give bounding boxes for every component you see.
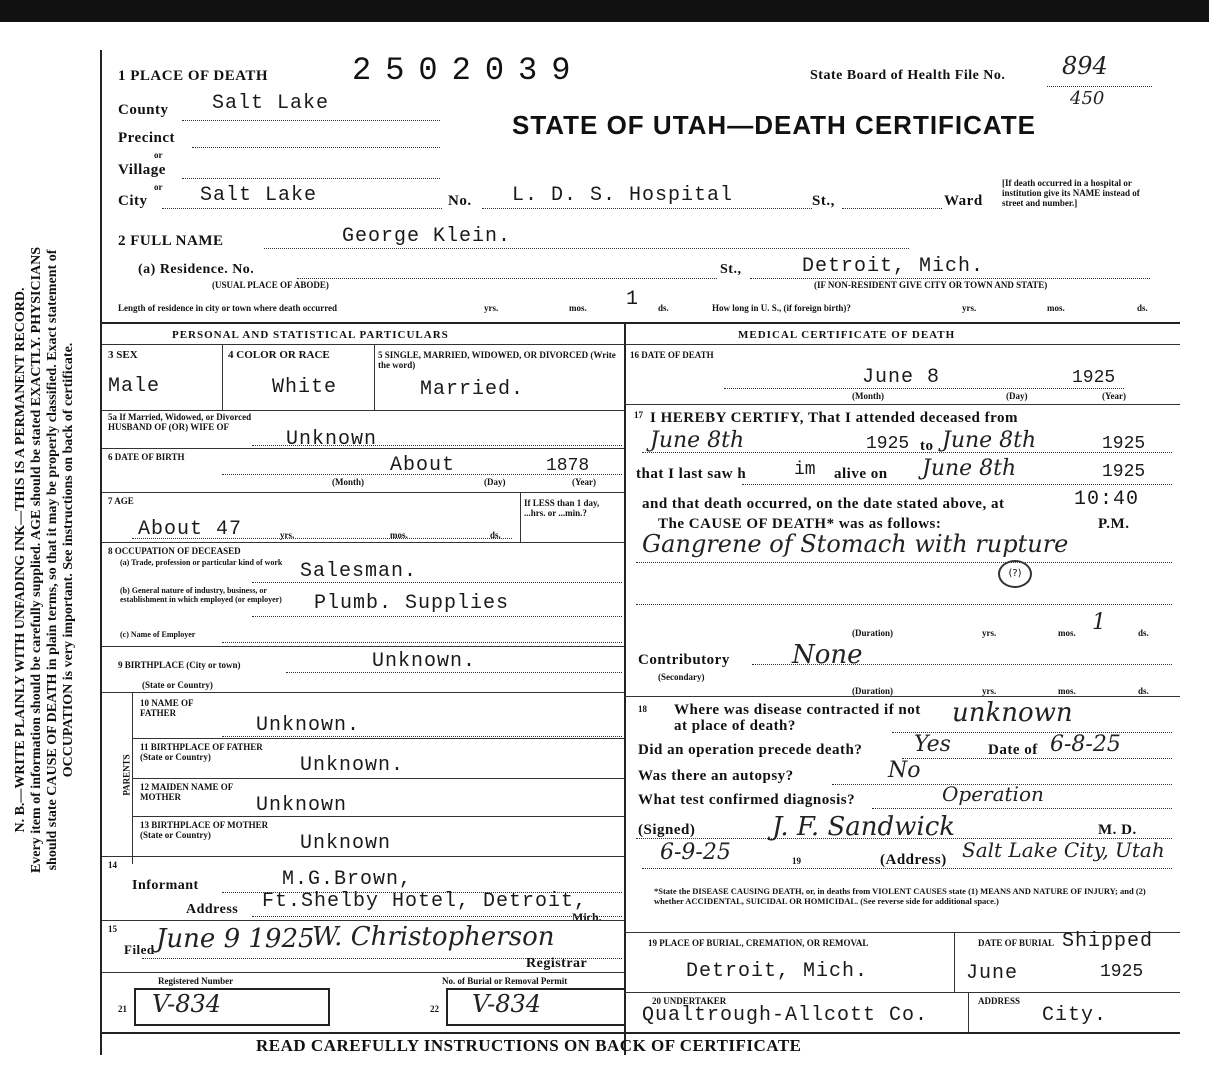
business-label: (b) General nature of industry, business, or establishment in which employed (or employer) [120, 586, 282, 604]
less-than-day-label: If LESS than 1 day, ...hrs. or ...min.? [524, 498, 600, 518]
cause-annotation: (?) [998, 560, 1032, 588]
us-yrs-label: yrs. [962, 303, 977, 313]
ward-note: [If death occurred in a hospital or institution give its NAME instead of street and number.] [1002, 178, 1140, 208]
mother-name-label: 12 MAIDEN NAME OF MOTHER [140, 782, 233, 802]
dob-value: About [390, 454, 456, 477]
county-label: County [118, 102, 169, 118]
city-label: City [118, 193, 148, 209]
informant-address-label: Address [186, 902, 239, 917]
registered-number-prefix: 21 [118, 1004, 127, 1014]
top-border [0, 0, 1209, 22]
sex-label: 3 SEX [108, 349, 138, 361]
test-label: What test confirmed diagnosis? [638, 792, 856, 808]
attend-to: June 8th [942, 428, 1037, 453]
certify-label: I HEREBY CERTIFY, That I attended deceased from [650, 410, 1019, 426]
death-time: 10:40 [1074, 488, 1140, 511]
op-date-label: Date of [988, 742, 1038, 758]
footer-instructions: READ CAREFULLY INSTRUCTIONS ON BACK OF CERTIFICATE [256, 1036, 802, 1055]
burial-permit-label: No. of Burial or Removal Permit [442, 976, 568, 986]
residence-value: Detroit, Mich. [802, 255, 985, 278]
certify-number: 17 [634, 410, 643, 420]
md-label: M. D. [1098, 822, 1137, 838]
filed-label: Filed [124, 942, 155, 957]
age-yrs-label: yrs. [280, 530, 295, 540]
residence-days-value: 1 [626, 288, 640, 311]
burial-date-label: DATE OF BURIAL [978, 938, 1055, 948]
alive-value: June 8th [922, 456, 1017, 481]
sidebar-line-1: N. B.—WRITE PLAINLY WITH UNFADING INK—THIS IS A PERMANENT RECORD. [13, 287, 28, 833]
yrs-label: yrs. [484, 303, 499, 313]
signed-date-19: 19 [792, 856, 801, 866]
registrar-label: Registrar [526, 956, 588, 971]
dod-month-caption: (Month) [852, 391, 884, 401]
sidebar-line-4: OCCUPATION is very important. See instructions on back of certificate. [61, 342, 76, 778]
signed-label: (Signed) [638, 822, 696, 838]
sex-value: Male [108, 375, 161, 398]
us-residence-label: How long in U. S., (if foreign birth)? [712, 303, 851, 313]
duration-value: 1 [1092, 610, 1106, 635]
sidebar-line-2: Every item of information should be carefully supplied. AGE should be stated EXACTLY. PHYSICIANS [29, 246, 44, 874]
secondary-label: (Secondary) [658, 672, 705, 682]
occurred-label: and that death occurred, on the date stated above, at [642, 496, 1005, 512]
dod-day-caption: (Day) [1006, 391, 1028, 401]
cause-label: The CAUSE OF DEATH* was as follows: [658, 516, 942, 532]
full-name-value: George Klein. [342, 225, 512, 248]
parents-label: PARENTS [121, 754, 132, 796]
dob-year: 1878 [546, 456, 590, 476]
informant-label: Informant [132, 878, 199, 893]
file-no-value: 894 [1062, 52, 1108, 80]
st-label: St., [812, 193, 835, 209]
mother-birthplace-value: Unknown [300, 832, 392, 855]
father-name-value: Unknown. [256, 714, 361, 737]
registered-number-value: V-834 [152, 990, 222, 1018]
burial-date-value: June [966, 962, 1019, 985]
signed-date: 6-9-25 [660, 840, 731, 865]
pm-label: P.M. [1098, 516, 1130, 532]
village-label: Village [118, 162, 166, 178]
race-value: White [272, 376, 338, 399]
contracted-value: unknown [952, 698, 1073, 728]
employer-label: (c) Name of Employer [120, 630, 196, 639]
marital-value: Married. [420, 378, 525, 401]
q18-number: 18 [638, 704, 647, 714]
no-value: L. D. S. Hospital [512, 184, 734, 207]
dob-day-caption: (Day) [484, 477, 506, 487]
sidebar-instructions [0, 60, 90, 1060]
spouse-label: 5a If Married, Widowed, or Divorced HUSBAND OF (OR) WIFE OF [108, 412, 252, 432]
filed-value: June 9 1925 [156, 924, 315, 954]
autopsy-value: No [888, 758, 921, 783]
alive-year: 1925 [1102, 462, 1146, 482]
or-2: or [154, 182, 163, 192]
dod-year-caption: (Year) [1102, 391, 1126, 401]
age-value: About 47 [138, 518, 243, 541]
informant-number: 14 [108, 860, 117, 870]
undertaker-address-value: City. [1042, 1004, 1108, 1027]
file-no-extra: 450 [1070, 88, 1105, 109]
dob-year-caption: (Year) [572, 477, 596, 487]
op-date-value: 6-8-25 [1050, 732, 1121, 757]
burial-date-year: 1925 [1100, 962, 1144, 982]
place-of-death-label: 1 PLACE OF DEATH [118, 68, 269, 84]
father-name-label: 10 NAME OF FATHER [140, 698, 194, 718]
cause-footnote: *State the DISEASE CAUSING DEATH, or, in deaths from VIOLENT CAUSES state (1) MEANS AND NATURE OF INJURY; and (2) whether ACCIDENTAL, SUICIDAL OR HOMICIDAL. (See reverse side for additional space.) [654, 886, 1146, 906]
marital-label: 5 SINGLE, MARRIED, WIDOWED, OR DIVORCED (Write the word) [378, 350, 616, 370]
burial-permit-prefix: 22 [430, 1004, 439, 1014]
usual-abode-note: (USUAL PLACE OF ABODE) [212, 280, 329, 290]
duration-2-yrs: yrs. [982, 686, 997, 696]
sidebar-line-3: should state CAUSE OF DEATH in plain terms, so that it may be properly classified. Exact statement of [45, 249, 60, 871]
contracted-label: Where was disease contracted if not at place of death? [674, 702, 921, 734]
certificate-number: 2502039 [352, 52, 585, 89]
signed-value: J. F. Sandwick [772, 812, 956, 842]
dob-month-caption: (Month) [332, 477, 364, 487]
certificate-title: STATE OF UTAH—DEATH CERTIFICATE [512, 110, 1036, 140]
test-value: Operation [942, 782, 1044, 806]
no-label: No. [448, 193, 472, 209]
age-label: 7 AGE [108, 496, 134, 506]
undertaker-label: 20 UNDERTAKER [652, 996, 727, 1006]
filed-number: 15 [108, 924, 117, 934]
birthplace-label: 9 BIRTHPLACE (City or town) [118, 660, 241, 670]
burial-permit-value: V-834 [472, 990, 542, 1018]
contributory-value: None [792, 640, 863, 670]
informant-address-extra: Mich. [572, 910, 602, 924]
residence-label: (a) Residence. No. [138, 262, 255, 277]
cause-value: Gangrene of Stomach with rupture [642, 530, 1069, 558]
death-certificate [100, 50, 1180, 1055]
state-country-caption: (State or Country) [142, 680, 213, 690]
county-value: Salt Lake [212, 92, 330, 115]
personal-heading: PERSONAL AND STATISTICAL PARTICULARS [172, 329, 449, 341]
business-value: Plumb. Supplies [314, 592, 510, 615]
informant-value: M.G.Brown, [282, 868, 413, 891]
medical-heading: MEDICAL CERTIFICATE OF DEATH [738, 329, 956, 341]
file-no-label: State Board of Health File No. [810, 68, 1006, 83]
spouse-value: Unknown [286, 428, 378, 451]
burial-place-value-text: Detroit, Mich. [686, 960, 869, 983]
duration-2-label: (Duration) [852, 686, 893, 696]
trade-value: Salesman. [300, 560, 418, 583]
date-of-death-value: June 8 [862, 366, 941, 389]
duration-2-mos: mos. [1058, 686, 1076, 696]
duration-label: (Duration) [852, 628, 893, 638]
registered-number-label: Registered Number [158, 976, 234, 986]
occupation-label: 8 OCCUPATION OF DECEASED [108, 546, 241, 556]
date-of-death-year: 1925 [1072, 368, 1116, 388]
autopsy-label: Was there an autopsy? [638, 768, 794, 784]
duration-2-ds: ds. [1138, 686, 1149, 696]
mother-birthplace-label: 13 BIRTHPLACE OF MOTHER (State or Country) [140, 820, 269, 840]
ds-label: ds. [658, 303, 669, 313]
length-of-residence-label: Length of residence in city or town where death occurred [118, 303, 338, 313]
attend-from: June 8th [650, 428, 745, 453]
us-mos-label: mos. [1047, 303, 1065, 313]
sig-address-label: (Address) [880, 852, 947, 868]
undertaker-value: Qualtrough-Allcott Co. [642, 1004, 929, 1027]
father-birthplace-value: Unknown. [300, 754, 405, 777]
or-1: or [154, 150, 163, 160]
mos-label: mos. [569, 303, 587, 313]
informant-address-value: Ft.Shelby Hotel, Detroit, [262, 890, 588, 913]
attend-from-year: 1925 [866, 434, 910, 454]
dob-label: 6 DATE OF BIRTH [108, 452, 185, 462]
non-resident-note: (IF NON-RESIDENT GIVE CITY OR TOWN AND STATE) [814, 280, 1048, 290]
us-ds-label: ds. [1137, 303, 1148, 313]
operation-value: Yes [914, 732, 951, 757]
undertaker-address-label: ADDRESS [978, 996, 1021, 1006]
to-label: to [920, 438, 934, 454]
date-of-death-label: 16 DATE OF DEATH [630, 350, 714, 360]
precinct-label: Precinct [118, 130, 176, 146]
full-name-label: 2 FULL NAME [118, 233, 224, 249]
operation-label: Did an operation precede death? [638, 742, 863, 758]
ward-label: Ward [944, 193, 983, 209]
burial-place-label: 19 PLACE OF BURIAL, CREMATION, OR REMOVAL [648, 938, 869, 948]
attend-to-year: 1925 [1102, 434, 1146, 454]
last-saw-value: im [794, 460, 816, 480]
alive-label: alive on [834, 466, 888, 482]
last-saw-label: that I last saw h [636, 466, 747, 482]
city-value: Salt Lake [200, 184, 318, 207]
duration-ds-label: ds. [1138, 628, 1149, 638]
mother-name-value: Unknown [256, 794, 348, 817]
residence-st-label: St., [720, 262, 742, 277]
duration-mos-label: mos. [1058, 628, 1076, 638]
age-ds-label: ds. [490, 530, 501, 540]
age-mos-label: mos. [390, 530, 408, 540]
race-label: 4 COLOR OR RACE [228, 349, 330, 361]
trade-label: (a) Trade, profession or particular kind of work [120, 558, 283, 567]
duration-yrs-label: yrs. [982, 628, 997, 638]
contributory-label: Contributory [638, 652, 730, 668]
burial-date-note: Shipped [1062, 930, 1154, 953]
registrar-signature: W. Christopherson [312, 922, 555, 952]
birthplace-value: Unknown. [372, 650, 477, 673]
sig-address-value: Salt Lake City, Utah [962, 838, 1165, 862]
father-birthplace-label: 11 BIRTHPLACE OF FATHER (State or Country) [140, 742, 263, 762]
